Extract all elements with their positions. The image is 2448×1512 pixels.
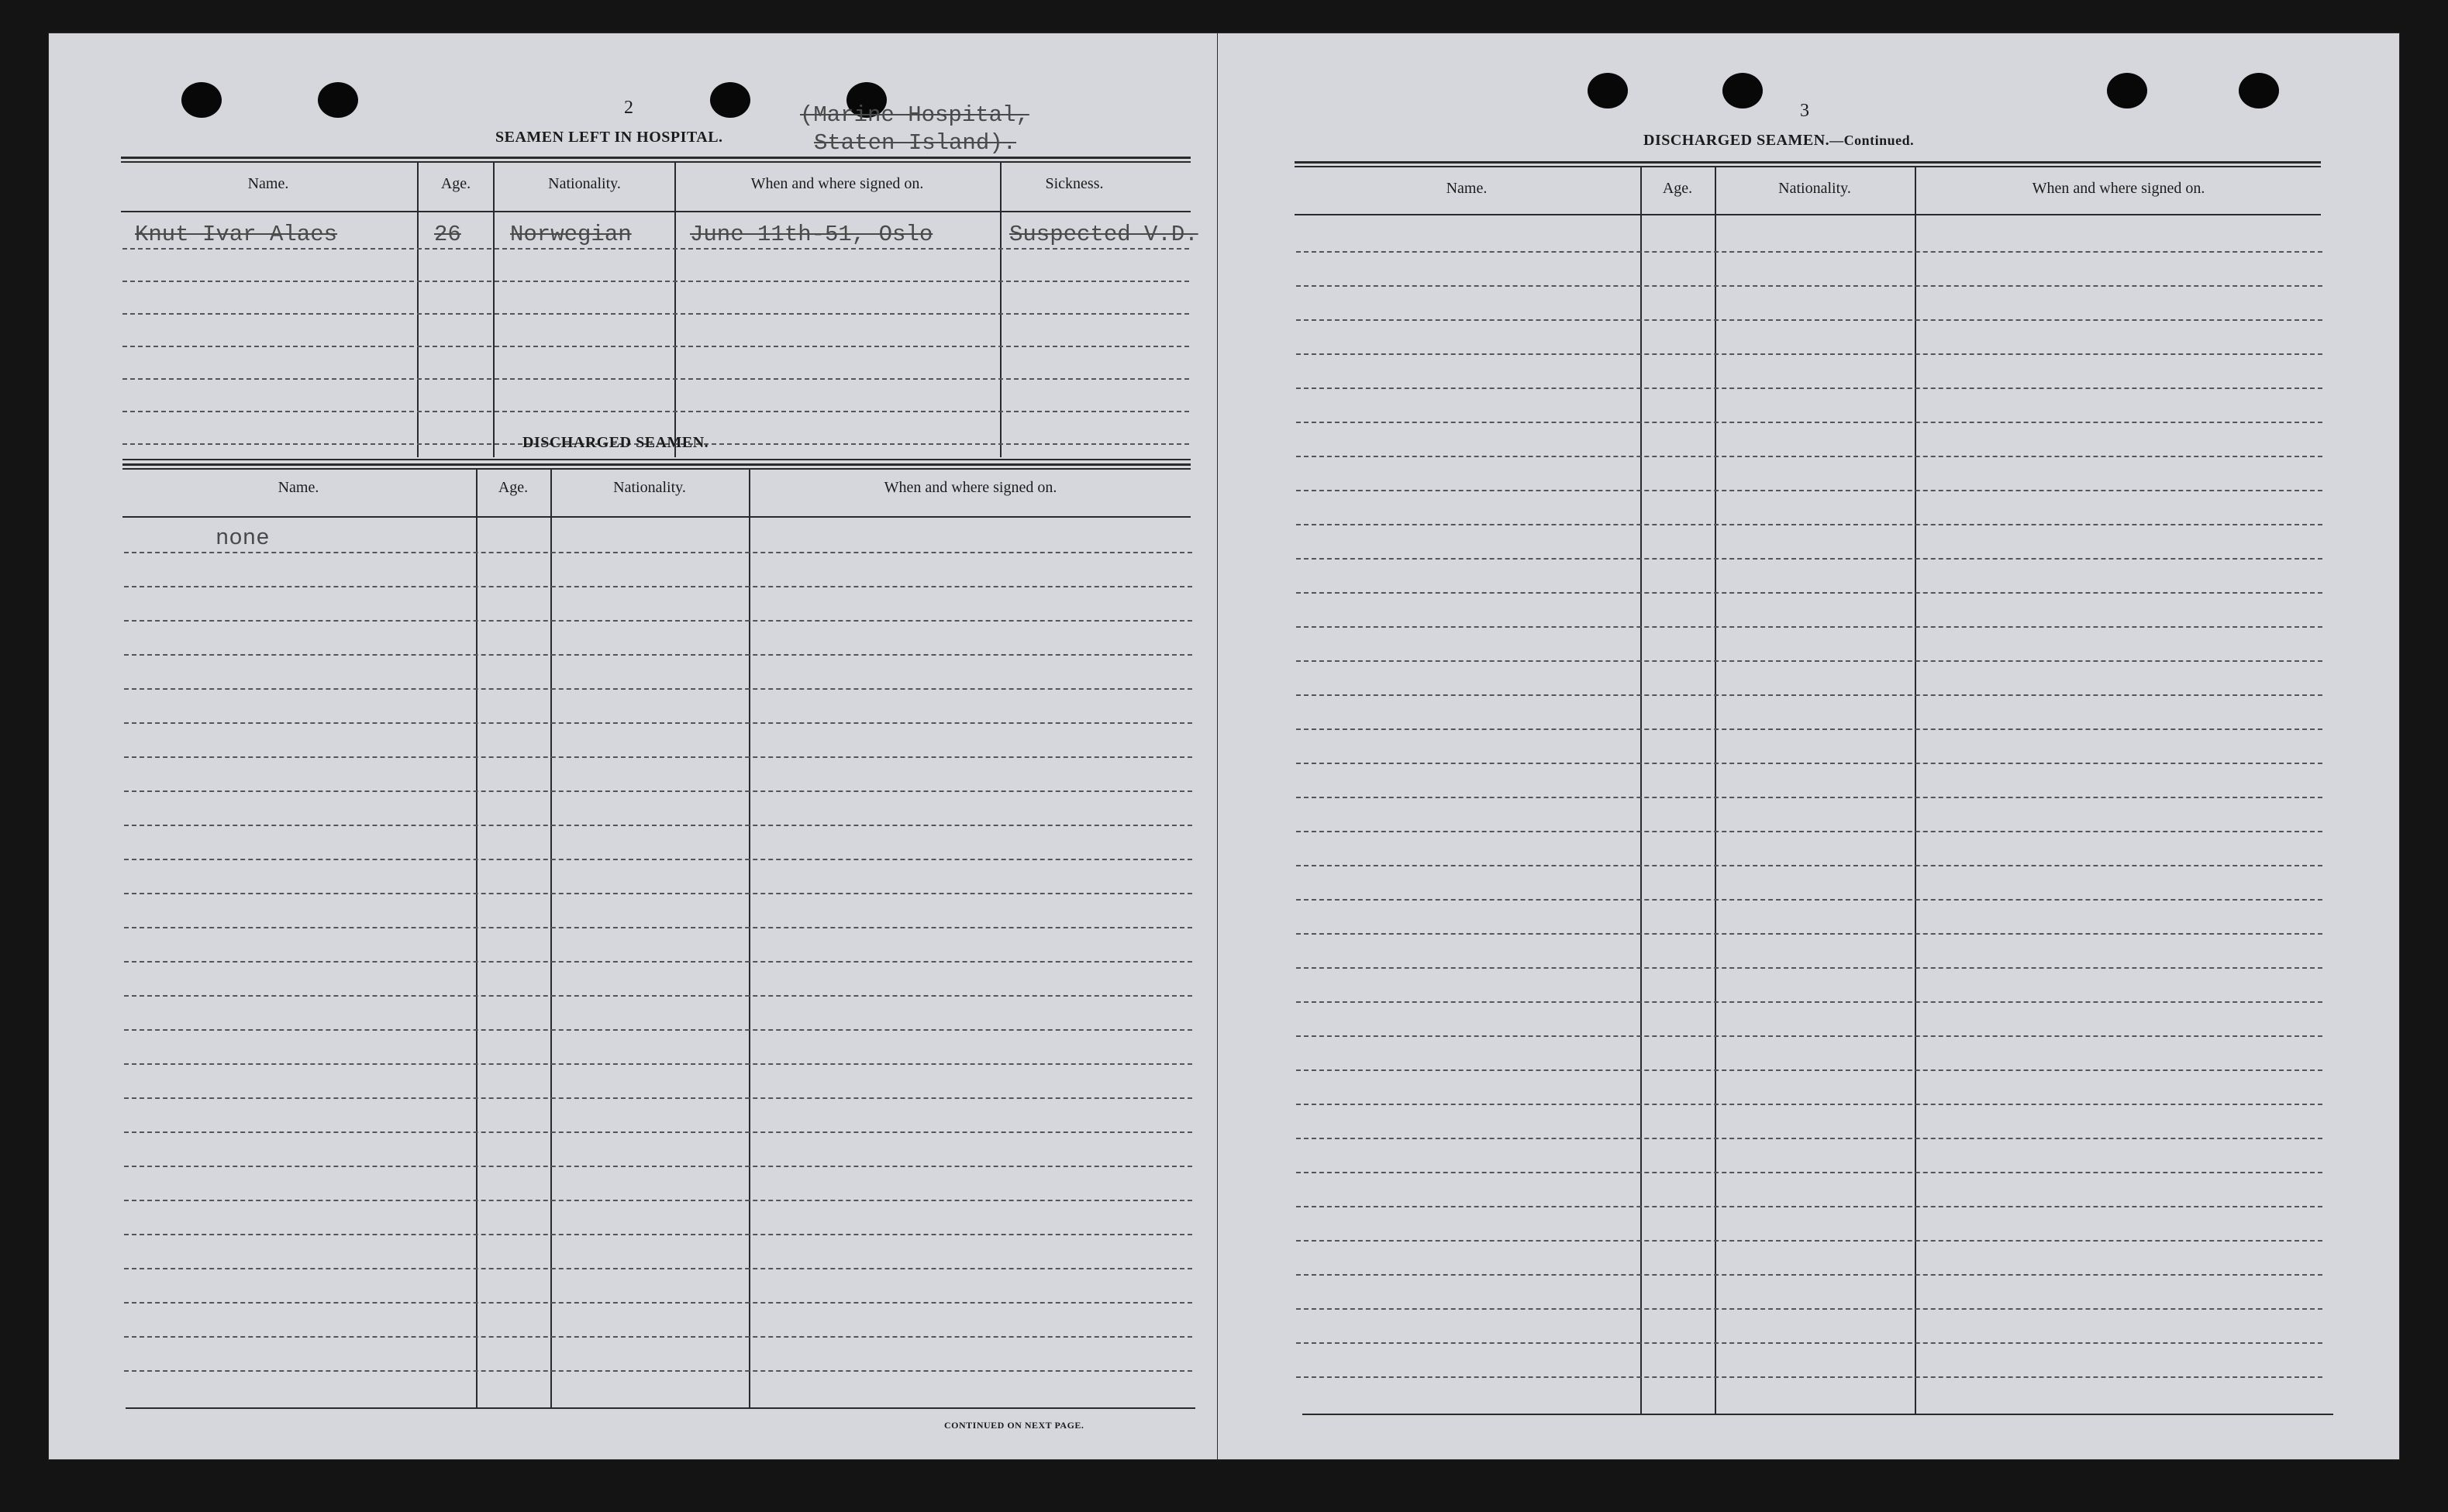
hospital-location-line2: Staten Island). [814, 130, 1017, 156]
hospital-col-divider [674, 163, 676, 457]
ruled-row-line [1296, 831, 2322, 832]
ruled-row-line [124, 1336, 1192, 1338]
ruled-row-line [1296, 422, 2322, 423]
ruled-row-line [124, 552, 1192, 553]
ruled-row-line [124, 927, 1192, 928]
ruled-row-line [1296, 797, 2322, 798]
ruled-row-line [1296, 353, 2322, 355]
hospital-row-line [122, 313, 1189, 315]
ruled-row-line [124, 1234, 1192, 1235]
right-col-signed-on: When and where signed on. [2032, 180, 2205, 197]
ruled-row-line [1296, 1376, 2322, 1378]
page-number: 2 [624, 98, 633, 118]
right-table-top-rule [1295, 161, 2321, 164]
punch-hole-6 [1722, 73, 1763, 108]
ruled-row-line [1296, 1274, 2322, 1276]
punch-hole-8 [2239, 73, 2279, 108]
ruled-row-line [124, 1063, 1192, 1065]
right-col-nationality: Nationality. [1778, 180, 1851, 197]
ruled-row-line [124, 1370, 1192, 1372]
hospital-row-line [122, 411, 1189, 412]
right-col-name: Name. [1446, 180, 1488, 197]
ruled-row-line [1296, 387, 2322, 389]
hospital-entry-age: 26 [434, 222, 461, 247]
discharged-col-divider [476, 470, 478, 1407]
ruled-row-line [124, 1166, 1192, 1167]
ruled-row-line [124, 688, 1192, 690]
discharged-header-rule [122, 516, 1191, 518]
ruled-row-line [1296, 1308, 2322, 1310]
discharged-col-divider [749, 470, 750, 1407]
ruled-row-line [124, 1302, 1192, 1304]
hospital-entry-nationality: Norwegian [510, 222, 632, 247]
ruled-row-line [1296, 490, 2322, 491]
ruled-row-line [124, 995, 1192, 997]
ruled-row-line [1296, 865, 2322, 866]
ruled-row-line [124, 756, 1192, 758]
ruled-row-line [1296, 1138, 2322, 1139]
ruled-row-line [1296, 728, 2322, 730]
punch-hole-7 [2107, 73, 2147, 108]
discharged-table-top-rule-2 [122, 468, 1191, 470]
ruled-row-line [124, 722, 1192, 724]
discharged-col-signed-on: When and where signed on. [884, 479, 1057, 496]
hospital-location-line1: (Marine Hospital, [800, 102, 1029, 128]
discharged-entry-none: none [215, 525, 270, 551]
ruled-row-line [124, 1131, 1192, 1133]
ruled-row-line [1296, 933, 2322, 935]
discharged-col-divider [550, 470, 552, 1407]
hospital-col-divider [417, 163, 419, 457]
punch-hole-2 [318, 82, 358, 118]
ruled-row-line [1296, 626, 2322, 628]
ruled-row-line [1296, 592, 2322, 594]
hospital-col-divider [1000, 163, 1002, 457]
ruled-row-line [124, 586, 1192, 587]
hospital-col-signed-on: When and where signed on. [750, 175, 924, 192]
ruled-row-line [124, 893, 1192, 894]
hospital-entry-sickness: Suspected V.D. [1009, 222, 1198, 247]
ruled-row-line [124, 1029, 1192, 1031]
punch-hole-1 [181, 82, 222, 118]
discharged-table-bottom-rule [126, 1407, 1195, 1409]
discharged-continued-title: DISCHARGED SEAMEN.—Continued. [1643, 132, 1915, 149]
ruled-row-line [1296, 763, 2322, 764]
discharged-col-age: Age. [498, 479, 529, 496]
ruled-row-line [1296, 1172, 2322, 1173]
punch-hole-3 [710, 82, 750, 118]
discharged-col-nationality: Nationality. [613, 479, 686, 496]
hospital-col-age: Age. [440, 175, 471, 192]
hospital-col-nationality: Nationality. [548, 175, 621, 192]
hospital-table-top-rule [121, 157, 1191, 159]
ruled-row-line [1296, 967, 2322, 969]
right-table-bottom-rule [1302, 1414, 2333, 1415]
ruled-row-line [1296, 1206, 2322, 1207]
hospital-table-bottom-rule [122, 459, 1191, 460]
continued-note: CONTINUED ON NEXT PAGE. [944, 1420, 1084, 1431]
hospital-row-line [122, 378, 1189, 380]
ruled-row-line [124, 859, 1192, 860]
right-col-age: Age. [1662, 180, 1693, 197]
ruled-row-line [1296, 694, 2322, 696]
ruled-row-line [1296, 1035, 2322, 1037]
punch-hole-5 [1588, 73, 1628, 108]
ruled-row-line [124, 1097, 1192, 1099]
page-number: 3 [1800, 101, 1809, 121]
hospital-header-rule [121, 211, 1191, 212]
ruled-row-line [124, 825, 1192, 826]
discharged-table-top-rule [122, 463, 1191, 466]
ruled-row-line [124, 1200, 1192, 1201]
hospital-entry-signed-on: June 11th-51, Oslo [690, 222, 933, 247]
ruled-row-line [1296, 319, 2322, 321]
right-header-rule [1295, 214, 2321, 215]
ruled-row-line [1296, 251, 2322, 253]
ruled-row-line [1296, 1069, 2322, 1071]
hospital-col-divider [493, 163, 495, 457]
discharged-section-title: DISCHARGED SEAMEN. [522, 434, 709, 451]
ruled-row-line [124, 620, 1192, 622]
ruled-row-line [1296, 524, 2322, 525]
ruled-row-line [1296, 1001, 2322, 1003]
ruled-row-line [1296, 660, 2322, 662]
ruled-row-line [124, 961, 1192, 963]
discharged-col-name: Name. [278, 479, 319, 496]
ruled-row-line [1296, 456, 2322, 457]
hospital-col-sickness: Sickness. [1045, 175, 1104, 192]
ruled-row-line [1296, 899, 2322, 901]
ruled-row-line [124, 654, 1192, 656]
left-page [48, 33, 1220, 1460]
hospital-row-line [122, 346, 1189, 347]
right-page [1217, 33, 2400, 1460]
ruled-row-line [1296, 1342, 2322, 1344]
ruled-row-line [1296, 1240, 2322, 1242]
hospital-table-top-rule-2 [121, 161, 1191, 163]
ruled-row-line [1296, 558, 2322, 560]
hospital-entry-name: Knut Ivar Alaes [135, 222, 338, 247]
ruled-row-line [1296, 1104, 2322, 1105]
hospital-row-line [122, 281, 1189, 282]
hospital-col-name: Name. [247, 175, 289, 192]
hospital-section-title: SEAMEN LEFT IN HOSPITAL. [495, 129, 723, 146]
ruled-row-line [124, 1268, 1192, 1269]
ruled-row-line [124, 790, 1192, 792]
right-table-top-rule-2 [1295, 166, 2321, 167]
ruled-row-line [1296, 285, 2322, 287]
hospital-row-line [122, 248, 1189, 250]
